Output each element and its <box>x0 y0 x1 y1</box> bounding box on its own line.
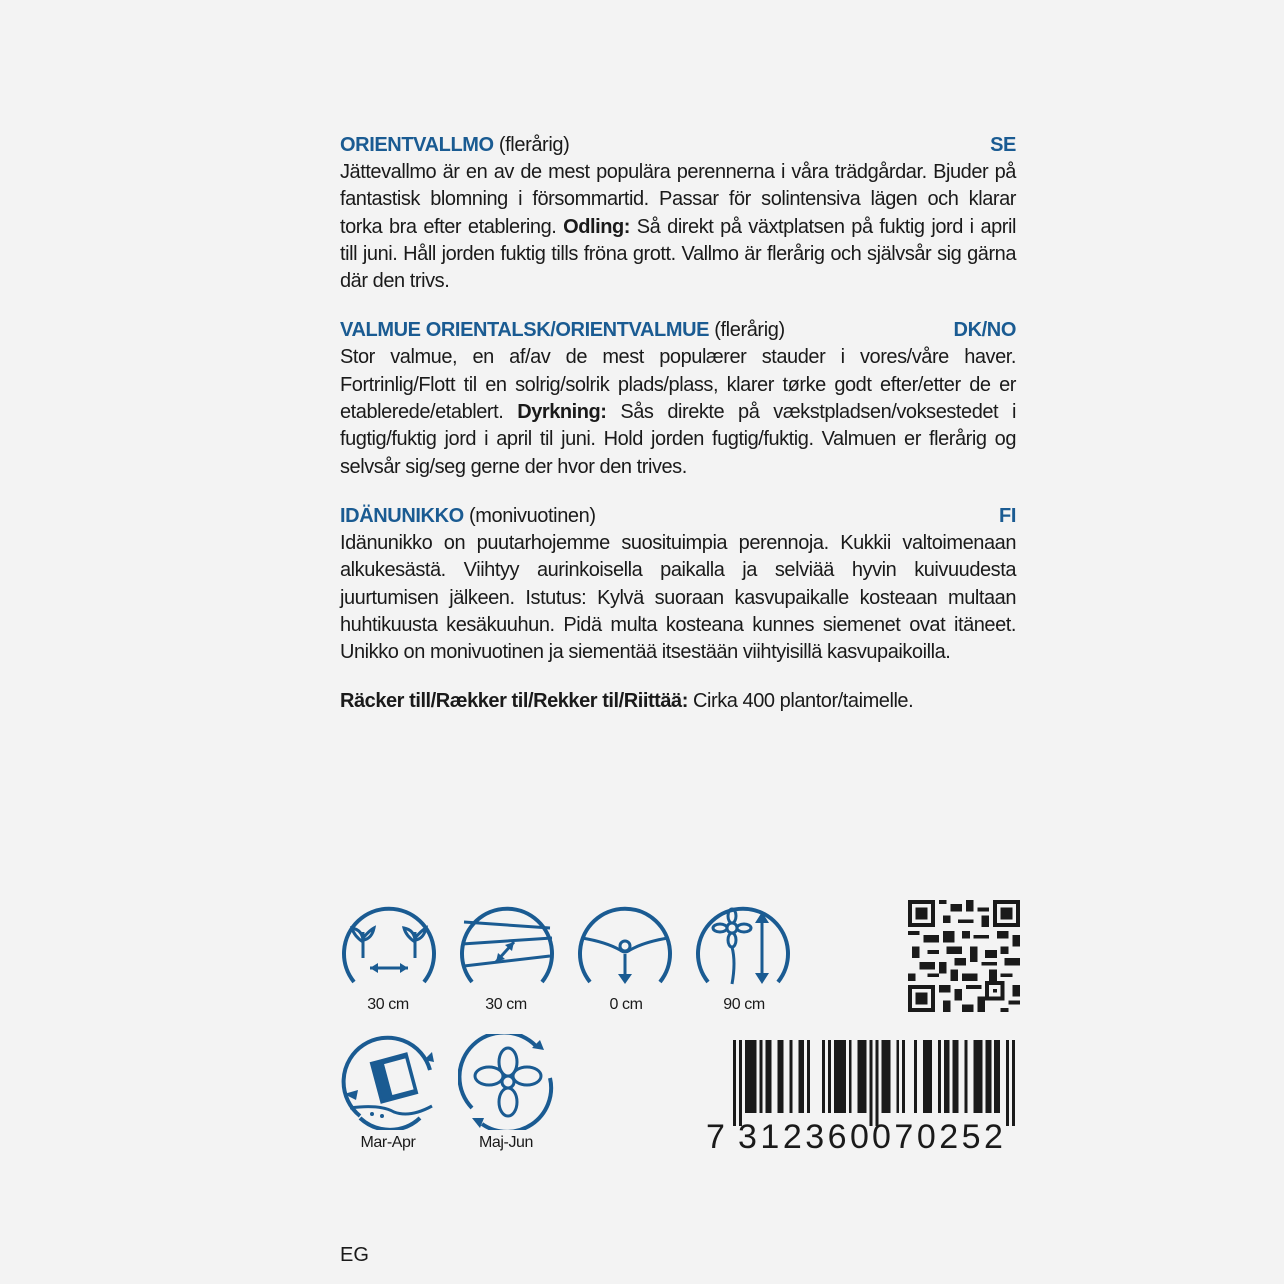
section-note: (flerårig) <box>498 134 570 156</box>
section-se <box>340 132 1016 295</box>
section-dk-no <box>340 317 1016 480</box>
barcode-bar <box>988 1040 991 1113</box>
body-text: Idänunikko on puutarhojemme suosituimpia perennoja. Kukkii valtoimenaan alkukesästä. Viihtyy aurinkoisella paikalla ja selviää hyvin kuivuudesta juurtumisen jälkeen. Istutus: Kylvä suoraan kasvupaikalle kosteaan multaan huhtikuusta kesäkuuhun. Pidä multa kosteana kunnes siemenet ovat itäneet. Unikko on monivuotinen ja siementää itsestään viihtyisillä kasvupaikoilla. <box>340 531 1016 664</box>
yield-info <box>340 688 1016 715</box>
row-spacing-icon <box>458 898 556 988</box>
sowing-depth-icon <box>576 898 674 988</box>
body-text: Så direkt på växtplatsen på fuktig jord i april till juni. Håll jorden fuktig tills fröna grott. Vallmo är flerårig och självsår sig gärna där den trivs. <box>340 215 1016 293</box>
flowering-time-label: Maj-Jun <box>478 1134 534 1151</box>
language-code: FI <box>999 504 1016 527</box>
barcode-bar <box>861 1040 864 1113</box>
barcode-bar <box>864 1040 867 1113</box>
barcode-digit-group: 7 <box>706 1118 726 1156</box>
body-text: Jättevallmo är en av de mest populära perennerna i våra trädgårdar. Bjuder på fantastisk blomning i försommartid. Passar för solintensiva lägen och klarar torka bra efter etablering. <box>340 161 1016 238</box>
barcode-bar <box>778 1040 781 1113</box>
plant-spacing-label: 30 cm <box>367 996 409 1013</box>
barcode-bar <box>834 1040 837 1113</box>
barcode-bar <box>807 1040 810 1113</box>
barcode-bar <box>896 1040 899 1113</box>
barcode-bar <box>956 1040 959 1113</box>
barcode-bar <box>923 1040 926 1113</box>
barcode-bar <box>973 1040 976 1113</box>
plant-height-label: 90 cm <box>723 996 765 1013</box>
barcode-digit-group: 312360 <box>738 1118 873 1156</box>
section-title: ORIENTVALLMO <box>340 134 494 156</box>
product-description <box>340 132 1016 715</box>
body-text: Sås direkte på vækstpladsen/voksestedet i fugtig/fuktig jord i april til juni. Hold jorden fugtig/fuktig. Valmuen er flerårig og selvsår sig/seg gerne der hvor den trives. <box>340 401 1016 478</box>
qr-code <box>908 900 1020 1012</box>
section-body <box>340 344 1016 480</box>
barcode-bar <box>798 1040 801 1113</box>
barcode-bar <box>801 1040 804 1113</box>
barcode-bar <box>858 1040 861 1113</box>
barcode-bar <box>769 1040 772 1113</box>
barcode-bar <box>837 1040 840 1113</box>
plant-spacing-icon <box>340 898 438 988</box>
section-note: (flerårig) <box>709 319 785 342</box>
barcode-bar <box>1012 1040 1015 1126</box>
section-body <box>340 159 1016 295</box>
body-bold-label: Dyrkning: <box>517 401 607 424</box>
yield-value: Cirka 400 plantor/taimelle. <box>687 690 914 713</box>
barcode-bar <box>884 1040 887 1113</box>
sowing-depth-label: 0 cm <box>609 996 643 1013</box>
plant-height-icon <box>694 898 792 988</box>
barcode-bar <box>780 1040 783 1113</box>
barcode-bar <box>822 1040 825 1113</box>
yield-label: Räcker till/Rækker til/Rekker til/Riittää: <box>340 690 688 713</box>
barcode-bar <box>938 1040 941 1113</box>
barcode-bar <box>849 1040 852 1113</box>
row-spacing-label: 30 cm <box>485 996 527 1013</box>
sowing-time-label: Mar-Apr <box>360 1134 416 1151</box>
body-text: Stor valmue, en af/av de mest populærer stauder i vores/våre haver. Fortrinlig/Flott til en solrig/solrik plads/plass, klarer tørke godt efter/etter de er etablerede/etablert. <box>340 346 1016 424</box>
section-title: VALMUE ORIENTALSK/ORIENTVALMUE <box>340 319 710 342</box>
barcode-bar <box>881 1040 884 1113</box>
sowing-time-icon <box>340 1034 440 1130</box>
barcode-bar <box>929 1040 932 1113</box>
barcode-bar <box>926 1040 929 1113</box>
barcode-bar <box>789 1040 792 1113</box>
barcode-bar <box>976 1040 979 1113</box>
barcode-bar <box>875 1040 878 1126</box>
barcode-bar <box>1006 1040 1009 1126</box>
barcode-bar <box>733 1040 736 1126</box>
barcode-bar <box>828 1040 831 1113</box>
barcode-bar <box>979 1040 982 1113</box>
barcode <box>733 1040 1015 1126</box>
barcode-bar <box>953 1040 956 1113</box>
barcode-bar <box>985 1040 988 1113</box>
barcode-bar <box>739 1040 742 1126</box>
barcode-bar <box>745 1040 748 1113</box>
barcode-bar <box>760 1040 763 1113</box>
barcode-bar <box>947 1040 950 1113</box>
barcode-bar <box>843 1040 846 1113</box>
body-bold-label: Odling: <box>563 215 630 238</box>
section-body <box>340 530 1016 666</box>
section-title: IDÄNUNIKKO <box>340 504 464 527</box>
barcode-bar <box>766 1040 769 1113</box>
section-note: (monivuotinen) <box>468 504 596 527</box>
barcode-bar <box>914 1040 917 1113</box>
language-code: DK/NO <box>953 319 1016 342</box>
publisher-code: EG <box>340 1244 369 1266</box>
language-code: SE <box>990 134 1016 156</box>
barcode-bar <box>965 1040 968 1113</box>
flowering-time-icon <box>458 1034 558 1130</box>
barcode-bar <box>887 1040 890 1113</box>
barcode-bar <box>754 1040 757 1113</box>
barcode-bar <box>944 1040 947 1113</box>
barcode-bar <box>748 1040 751 1113</box>
barcode-bar <box>840 1040 843 1113</box>
barcode-bar <box>870 1040 873 1126</box>
barcode-digit-group: 070252 <box>872 1118 1007 1156</box>
section-fi <box>340 503 1016 666</box>
barcode-bar <box>994 1040 997 1113</box>
barcode-bar <box>997 1040 1000 1113</box>
barcode-bar <box>751 1040 754 1113</box>
barcode-bar <box>902 1040 905 1113</box>
